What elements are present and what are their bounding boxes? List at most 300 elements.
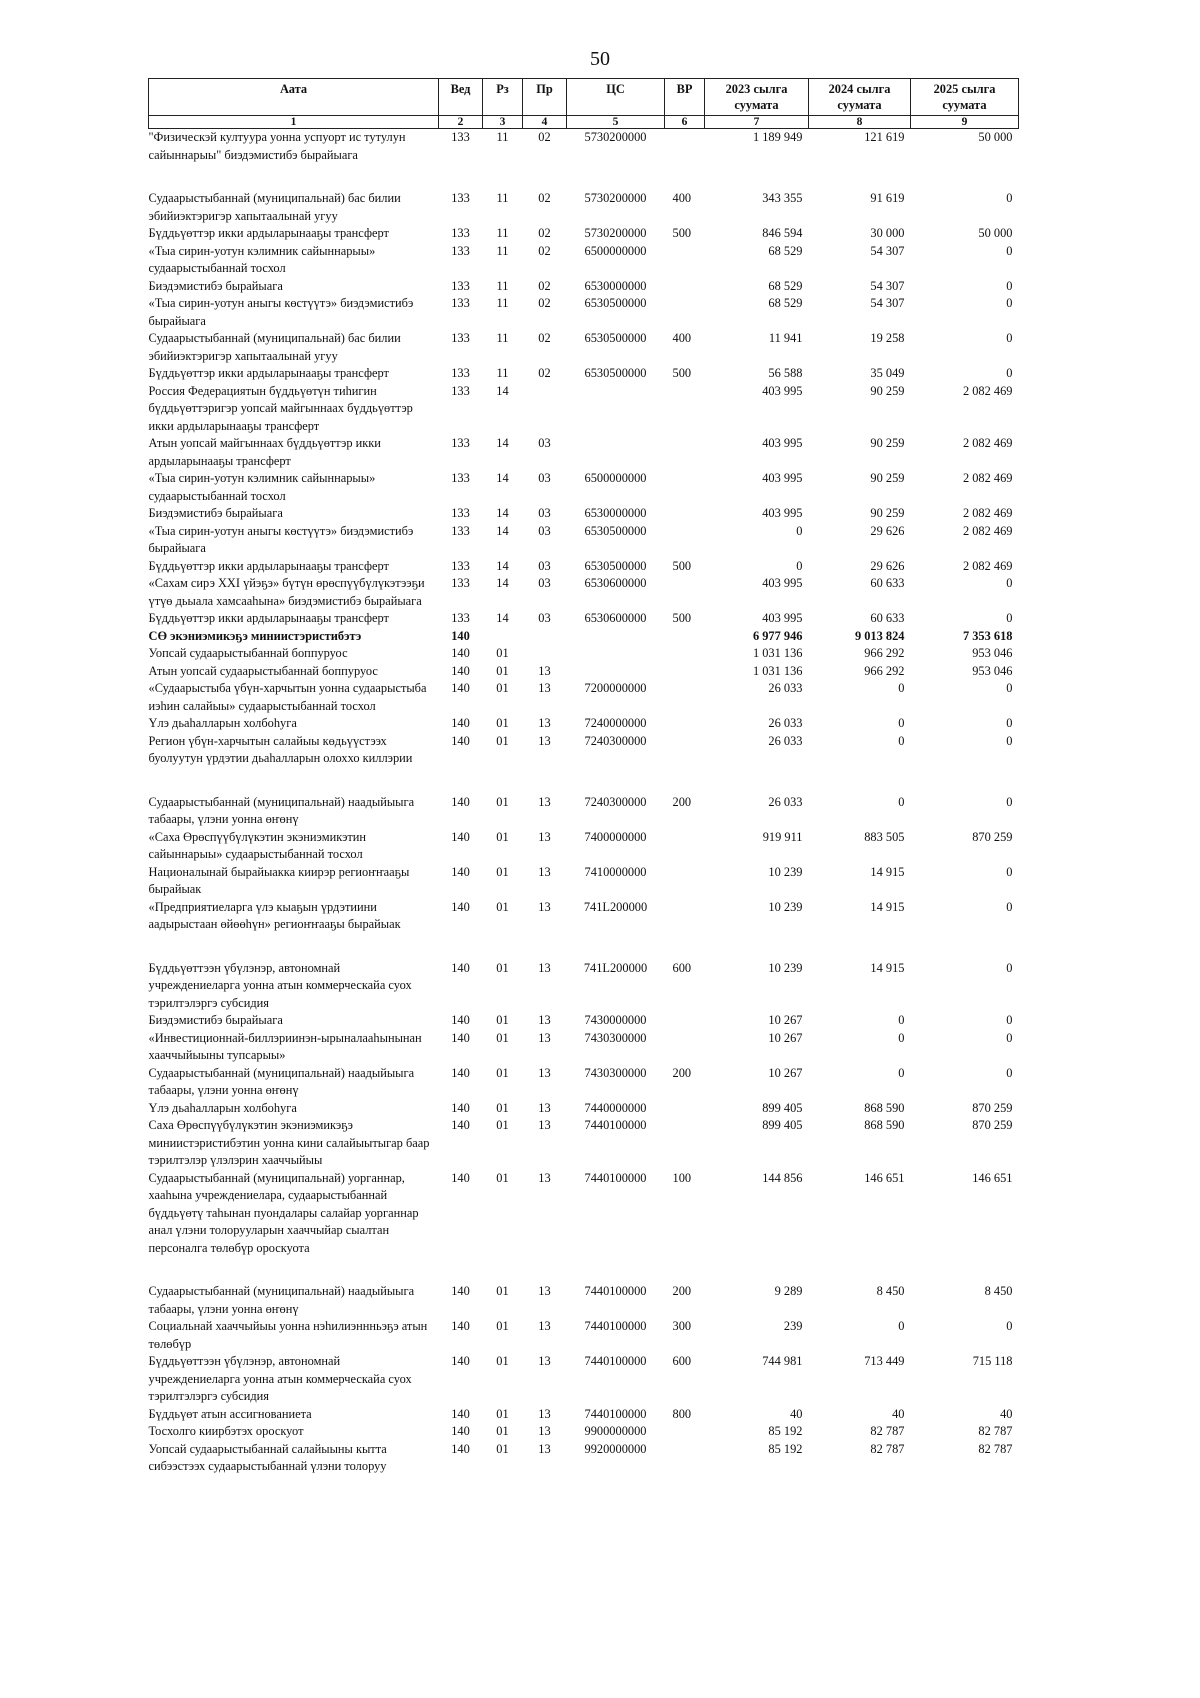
row-pr: 13	[538, 663, 551, 678]
row-vr: 500	[672, 366, 692, 380]
table-row	[149, 1117, 1019, 1170]
row-amount-2025: 870 259	[972, 1118, 1013, 1132]
row-cs: 6530500000	[584, 296, 647, 310]
row-amount-2025: 0	[1006, 1013, 1013, 1027]
header-cs: ЦС	[567, 79, 665, 116]
row-vr	[665, 523, 705, 558]
row-amount-2024: 0	[898, 1013, 905, 1027]
row-amount-2025: 0	[1006, 1319, 1013, 1333]
row-description: Судаарыстыбаннай (муниципальнай) уорганнар, хааһына учреждениелара, судаарыстыбаннай бүддьүөтү таһынан пуондалары салайар уорганнар анал үлэни толорууларын хааччыйар сыалтан персоналга төлөбүр ороскуота	[148, 1170, 419, 1255]
row-rz: 01	[496, 663, 509, 678]
row-cs: 6530500000	[584, 523, 647, 538]
row-ved: 133	[451, 436, 470, 450]
row-amount-2025: 2 082 469	[962, 471, 1013, 485]
row-pr: 13	[538, 1354, 551, 1368]
row-vr	[665, 1012, 705, 1030]
row-pr: 13	[538, 1441, 551, 1456]
row-amount-2023: 1 031 136	[752, 646, 803, 660]
row-rz: 11	[496, 243, 509, 258]
row-amount-2023: 56 588	[768, 366, 803, 380]
row-pr: 02	[538, 243, 551, 258]
row-cs: 6530000000	[584, 506, 647, 520]
row-description: Судаарыстыбаннай (муниципальнай) бас билии эбийиэктэригэр хапытаалынай угуу	[148, 331, 401, 363]
table-row	[149, 225, 1019, 243]
table-row	[149, 864, 1019, 899]
row-rz: 11	[496, 296, 509, 310]
row-vr	[665, 1117, 705, 1170]
row-description: Биэдэмистибэ бырайыага	[148, 506, 283, 520]
row-amount-2024: 54 307	[870, 243, 905, 258]
row-vr: 500	[672, 558, 692, 573]
row-amount-2024: 121 619	[864, 130, 905, 144]
row-pr: 03	[538, 471, 551, 485]
row-amount-2025: 7 353 618	[962, 628, 1013, 643]
row-vr	[665, 899, 705, 960]
row-vr	[665, 645, 705, 663]
row-amount-2023: 744 981	[762, 1354, 803, 1368]
row-amount-2023: 899 405	[762, 1100, 803, 1115]
row-ved: 133	[451, 191, 470, 205]
header-vr: ВР	[665, 79, 705, 116]
row-amount-2023: 40	[790, 1406, 803, 1421]
row-rz: 01	[496, 681, 509, 695]
row-rz: 01	[496, 1170, 509, 1185]
row-pr: 13	[538, 864, 551, 879]
row-amount-2025: 40	[1000, 1406, 1013, 1421]
row-ved: 140	[451, 1118, 470, 1132]
row-rz: 14	[496, 506, 509, 520]
table-row	[149, 435, 1019, 470]
row-ved: 133	[451, 331, 470, 345]
row-description: Бүддьүөттэр икки ардыларынааҕы трансферт	[148, 226, 389, 240]
table-row	[149, 278, 1019, 296]
row-rz: 01	[496, 864, 509, 879]
row-amount-2023: 0	[796, 523, 803, 538]
row-cs: 7440100000	[584, 1170, 647, 1185]
row-amount-2024: 9 013 824	[854, 628, 905, 643]
row-amount-2025: 0	[1006, 611, 1013, 625]
row-rz: 01	[496, 1100, 509, 1115]
row-cs: 7430300000	[584, 1030, 647, 1045]
row-description: «Тыа сирин-уотун кэлимник сайыннарыы» судаарыстыбаннай тосхол	[148, 471, 376, 503]
row-amount-2025: 715 118	[972, 1354, 1013, 1368]
row-cs: 7240300000	[584, 794, 647, 809]
row-ved: 133	[451, 523, 470, 538]
table-row	[149, 610, 1019, 628]
column-number: 4	[523, 116, 567, 129]
row-ved: 140	[451, 1013, 470, 1027]
row-cs: 6530500000	[584, 558, 647, 573]
row-pr: 13	[538, 1424, 551, 1438]
row-amount-2024: 713 449	[864, 1354, 905, 1368]
budget-table	[148, 78, 1019, 1476]
table-row	[149, 129, 1019, 191]
row-cs	[567, 435, 665, 470]
row-vr: 200	[672, 1284, 692, 1298]
row-pr: 13	[538, 681, 551, 695]
row-pr: 03	[538, 436, 551, 450]
row-vr	[665, 295, 705, 330]
row-rz: 11	[496, 191, 509, 205]
row-vr: 200	[672, 794, 692, 809]
row-amount-2024: 60 633	[870, 576, 905, 590]
row-amount-2024: 90 259	[870, 471, 905, 485]
row-rz	[483, 628, 523, 646]
row-amount-2023: 68 529	[768, 243, 803, 258]
row-amount-2023: 899 405	[762, 1118, 803, 1132]
row-ved: 133	[451, 576, 470, 590]
row-amount-2025: 2 082 469	[962, 558, 1013, 573]
row-amount-2023: 6 977 946	[752, 628, 803, 643]
row-description: «Тыа сирин-уотун аныгы көстүүтэ» биэдэмистибэ бырайыага	[148, 296, 414, 328]
row-description: Бүддьүөттэр икки ардыларынааҕы трансферт	[148, 611, 389, 625]
row-vr	[665, 505, 705, 523]
row-pr: 02	[538, 296, 551, 310]
row-amount-2023: 26 033	[768, 681, 803, 695]
row-rz: 11	[496, 278, 509, 293]
row-amount-2024: 0	[898, 1065, 905, 1080]
row-amount-2023: 403 995	[762, 383, 803, 398]
row-amount-2023: 403 995	[762, 506, 803, 520]
table-row	[149, 645, 1019, 663]
row-amount-2023: 403 995	[762, 436, 803, 450]
table-row	[149, 1030, 1019, 1065]
row-ved: 140	[451, 1100, 470, 1115]
row-description: «Тыа сирин-уотун кэлимник сайыннарыы» судаарыстыбаннай тосхол	[148, 243, 376, 275]
row-amount-2023: 10 239	[768, 960, 803, 975]
row-amount-2023: 26 033	[768, 716, 803, 730]
row-description: Социальнай хааччыйыы уонна нэһилиэннньэҕэ атын төлөбүр	[148, 1319, 428, 1351]
row-ved: 133	[451, 296, 470, 310]
row-amount-2024: 35 049	[870, 366, 905, 380]
row-amount-2024: 82 787	[870, 1424, 905, 1438]
row-rz: 01	[496, 1030, 509, 1045]
row-ved: 140	[451, 1284, 470, 1298]
row-pr: 13	[538, 1319, 551, 1333]
row-pr: 13	[538, 1065, 551, 1080]
row-ved: 133	[451, 383, 470, 398]
row-description: «Предприятиеларга үлэ кыаҕын үрдэтиини аадырыстаан өйөөһүн» региоҥҥааҕы бырайыак	[148, 899, 401, 931]
row-description: Тосхолго киирбэтэх ороскуот	[148, 1424, 304, 1438]
table-row	[149, 365, 1019, 383]
row-amount-2023: 85 192	[768, 1441, 803, 1456]
row-vr: 100	[672, 1170, 692, 1185]
row-vr: 800	[672, 1406, 692, 1421]
row-amount-2024: 883 505	[864, 829, 905, 844]
table-row	[149, 505, 1019, 523]
column-number: 7	[705, 116, 809, 129]
row-description: «Инвестиционнай-биллэриинэн-ырыналааһынынан хааччыйыыны тупсарыы»	[148, 1030, 422, 1062]
row-amount-2023: 10 267	[768, 1065, 803, 1080]
row-vr	[665, 864, 705, 899]
row-amount-2024: 14 915	[870, 960, 905, 975]
row-pr: 02	[538, 331, 551, 345]
row-rz: 14	[496, 611, 509, 625]
row-cs: 9900000000	[584, 1424, 647, 1438]
row-rz: 01	[496, 1319, 509, 1333]
row-pr: 13	[538, 899, 551, 914]
table-row	[149, 1170, 1019, 1284]
row-pr: 13	[538, 1030, 551, 1045]
row-amount-2024: 966 292	[864, 663, 905, 678]
row-amount-2024: 0	[898, 716, 905, 730]
row-cs: 7430000000	[584, 1013, 647, 1027]
row-amount-2025: 0	[1006, 366, 1013, 380]
row-pr: 03	[538, 576, 551, 590]
row-description: Биэдэмистибэ бырайыага	[148, 1013, 283, 1027]
row-rz: 01	[496, 1424, 509, 1438]
row-ved: 140	[451, 628, 470, 643]
row-cs: 9920000000	[584, 1441, 647, 1456]
row-pr: 02	[538, 278, 551, 293]
table-row	[149, 628, 1019, 646]
table-row	[149, 794, 1019, 829]
row-amount-2025: 50 000	[978, 130, 1013, 144]
table-row	[149, 1423, 1019, 1441]
row-cs: 7240300000	[584, 733, 647, 748]
row-ved: 140	[451, 663, 470, 678]
table-header	[149, 79, 1019, 129]
table-row	[149, 575, 1019, 610]
row-description: Атын уопсай майгыннаах бүддьүөттэр икки ардыларынааҕы трансферт	[148, 436, 381, 468]
table-row	[149, 899, 1019, 960]
table-row	[149, 523, 1019, 558]
row-amount-2024: 60 633	[870, 611, 905, 625]
row-amount-2023: 68 529	[768, 278, 803, 293]
row-amount-2024: 54 307	[870, 296, 905, 310]
row-rz: 11	[496, 366, 509, 380]
row-cs: 7430300000	[584, 1065, 647, 1080]
row-vr	[665, 715, 705, 733]
table-row	[149, 1406, 1019, 1424]
row-description: Судаарыстыбаннай (муниципальнай) бас билии эбийиэктэригэр хапытаалынай угуу	[148, 191, 401, 223]
row-vr	[665, 1100, 705, 1118]
row-pr: 02	[538, 366, 551, 380]
row-rz: 01	[496, 1284, 509, 1298]
row-ved: 140	[451, 1065, 470, 1080]
row-ved: 140	[451, 716, 470, 730]
row-amount-2025: 82 787	[978, 1441, 1013, 1456]
row-amount-2025: 0	[1006, 864, 1013, 879]
row-amount-2023: 846 594	[762, 226, 803, 240]
row-rz: 14	[496, 576, 509, 590]
row-amount-2024: 0	[898, 1030, 905, 1045]
row-vr	[665, 1030, 705, 1065]
header-2023: 2023 сылга суумата	[705, 79, 809, 116]
row-vr	[665, 680, 705, 715]
row-amount-2023: 343 355	[762, 191, 803, 205]
row-amount-2023: 144 856	[762, 1170, 803, 1185]
row-description: Судаарыстыбаннай (муниципальнай) наадыйыыга табаары, үлэни уонна өҥөнү	[148, 1284, 415, 1316]
row-cs: 6530600000	[584, 611, 647, 625]
row-amount-2024: 966 292	[864, 646, 905, 660]
row-cs: 7440100000	[584, 1284, 647, 1298]
row-amount-2025: 0	[1006, 243, 1013, 258]
row-description: СӨ экэниэмикэҕэ миниистэристибэтэ	[148, 628, 362, 643]
row-ved: 133	[451, 278, 470, 293]
row-rz: 01	[496, 646, 509, 660]
row-cs: 7440100000	[584, 1354, 647, 1368]
column-number: 8	[809, 116, 911, 129]
row-description: Россия Федерациятын бүддьүөтүн тиһигин бүддьүөттэригэр уопсай майгыннаах бүддьүөттэр икки ардыларынааҕы трансферт	[148, 383, 413, 433]
row-amount-2023: 26 033	[768, 733, 803, 748]
row-amount-2023: 403 995	[762, 471, 803, 485]
row-vr	[665, 278, 705, 296]
row-pr: 13	[538, 1100, 551, 1115]
table-row	[149, 733, 1019, 794]
row-ved: 140	[451, 1170, 470, 1185]
row-amount-2023: 10 239	[768, 899, 803, 914]
row-description: Бүддьүөттэр икки ардыларынааҕы трансферт	[148, 558, 389, 573]
table-row	[149, 663, 1019, 681]
table-row	[149, 330, 1019, 365]
table-row	[149, 1353, 1019, 1406]
row-vr: 200	[672, 1065, 692, 1080]
row-description: Бүддьүөттээн үбүлэнэр, автономнай учреждениеларга уонна атын коммерческайа суох тэрилтэлэргэ субсидия	[148, 1354, 412, 1403]
column-number: 3	[483, 116, 523, 129]
row-vr	[665, 733, 705, 794]
row-amount-2023: 85 192	[768, 1424, 803, 1438]
table-row	[149, 190, 1019, 225]
header-pr: Пр	[523, 79, 567, 116]
table-row	[149, 829, 1019, 864]
row-rz: 14	[496, 523, 509, 538]
row-ved: 133	[451, 611, 470, 625]
table-row	[149, 715, 1019, 733]
row-ved: 133	[451, 130, 470, 144]
row-amount-2024: 82 787	[870, 1441, 905, 1456]
row-amount-2024: 14 915	[870, 899, 905, 914]
row-vr	[665, 1441, 705, 1476]
row-cs: 741L200000	[583, 960, 648, 975]
row-rz: 01	[496, 1406, 509, 1421]
row-cs	[567, 663, 665, 681]
row-ved: 133	[451, 558, 470, 573]
table-row	[149, 558, 1019, 576]
row-amount-2024: 29 626	[870, 523, 905, 538]
row-rz: 11	[496, 331, 509, 345]
page-number: 50	[590, 48, 610, 70]
row-vr: 400	[672, 191, 692, 205]
row-amount-2025: 50 000	[978, 226, 1013, 240]
row-vr	[665, 628, 705, 646]
row-amount-2025: 0	[1006, 576, 1013, 590]
row-pr: 13	[538, 1284, 551, 1298]
row-vr: 300	[672, 1319, 692, 1333]
row-cs: 7440100000	[584, 1406, 647, 1421]
row-cs: 6530500000	[584, 366, 647, 380]
row-cs: 5730200000	[584, 130, 647, 144]
row-amount-2024: 40	[892, 1406, 905, 1421]
header-rz: Рз	[483, 79, 523, 116]
row-ved: 133	[451, 226, 470, 240]
row-amount-2025: 0	[1006, 794, 1013, 809]
row-cs: 7440000000	[584, 1100, 647, 1115]
row-amount-2024: 54 307	[870, 278, 905, 293]
row-amount-2024: 14 915	[870, 864, 905, 879]
row-pr	[523, 383, 567, 436]
row-rz: 11	[496, 130, 509, 144]
row-rz: 01	[496, 716, 509, 730]
row-amount-2024: 90 259	[870, 506, 905, 520]
row-rz: 01	[496, 794, 509, 809]
row-rz: 14	[496, 471, 509, 485]
row-amount-2023: 239	[783, 1319, 803, 1333]
row-pr: 03	[538, 506, 551, 520]
row-amount-2025: 0	[1006, 278, 1013, 293]
row-amount-2024: 8 450	[876, 1284, 905, 1298]
row-amount-2025: 870 259	[972, 1100, 1013, 1115]
row-pr: 03	[538, 523, 551, 538]
row-cs: 7440100000	[584, 1118, 647, 1132]
row-rz: 14	[496, 383, 509, 398]
row-amount-2025: 2 082 469	[962, 436, 1013, 450]
row-amount-2023: 11 941	[768, 331, 803, 345]
row-ved: 140	[451, 864, 470, 879]
row-vr	[665, 129, 705, 191]
row-cs: 7410000000	[584, 864, 647, 879]
row-description: Биэдэмистибэ бырайыага	[148, 278, 283, 293]
row-description: Бүддьүөт атын ассигнованиета	[148, 1406, 312, 1421]
row-ved: 140	[451, 1354, 470, 1368]
row-cs: 6500000000	[584, 471, 647, 485]
row-vr: 600	[672, 960, 692, 975]
header-ved: Вед	[439, 79, 483, 116]
row-vr: 500	[672, 226, 692, 240]
table-row	[149, 383, 1019, 436]
row-ved: 140	[451, 733, 470, 748]
row-vr	[665, 435, 705, 470]
row-vr: 500	[672, 611, 692, 625]
row-ved: 140	[451, 1319, 470, 1333]
row-description: Судаарыстыбаннай (муниципальнай) наадыйыыга табаары, үлэни уонна өҥөнү	[148, 794, 415, 826]
row-rz: 01	[496, 1354, 509, 1368]
table-row	[149, 960, 1019, 1013]
table-body	[149, 129, 1019, 1476]
row-ved: 140	[451, 1030, 470, 1045]
row-ved: 133	[451, 366, 470, 380]
row-amount-2025: 870 259	[972, 829, 1013, 844]
row-pr: 13	[538, 794, 551, 809]
row-pr: 13	[538, 733, 551, 748]
row-ved: 140	[451, 960, 470, 975]
row-description: «Судаарыстыба үбүн-харчытын уонна судаарыстыба иэһин салайыы» судаарыстыбаннай тосхол	[148, 681, 427, 713]
row-ved: 140	[451, 681, 470, 695]
row-amount-2024: 91 619	[870, 191, 905, 205]
row-pr: 13	[538, 829, 551, 844]
row-amount-2025: 8 450	[984, 1284, 1013, 1298]
row-description: Регион үбүн-харчытын салайыы көдьүүстээх буолуутун үрдэтии дьаһалларын олоххо киллэрии	[148, 733, 413, 765]
row-vr	[665, 575, 705, 610]
header-2025: 2025 сылга суумата	[911, 79, 1019, 116]
row-amount-2024: 30 000	[870, 226, 905, 240]
row-ved: 133	[451, 471, 470, 485]
row-ved: 140	[451, 794, 470, 809]
row-pr: 13	[538, 1170, 551, 1185]
row-cs	[567, 645, 665, 663]
row-rz: 01	[496, 733, 509, 748]
row-amount-2024: 0	[898, 794, 905, 809]
table-row	[149, 1100, 1019, 1118]
row-description: Уопсай судаарыстыбаннай боппуруос	[148, 646, 348, 660]
row-cs: 5730200000	[584, 191, 647, 205]
row-ved: 133	[451, 243, 470, 258]
row-amount-2023: 0	[796, 558, 803, 573]
row-description: Националынай бырайыакка киирэр региоҥҥааҕы бырайыак	[148, 864, 410, 896]
row-ved: 140	[451, 829, 470, 844]
row-amount-2025: 953 046	[972, 646, 1013, 660]
row-amount-2023: 9 289	[774, 1284, 803, 1298]
